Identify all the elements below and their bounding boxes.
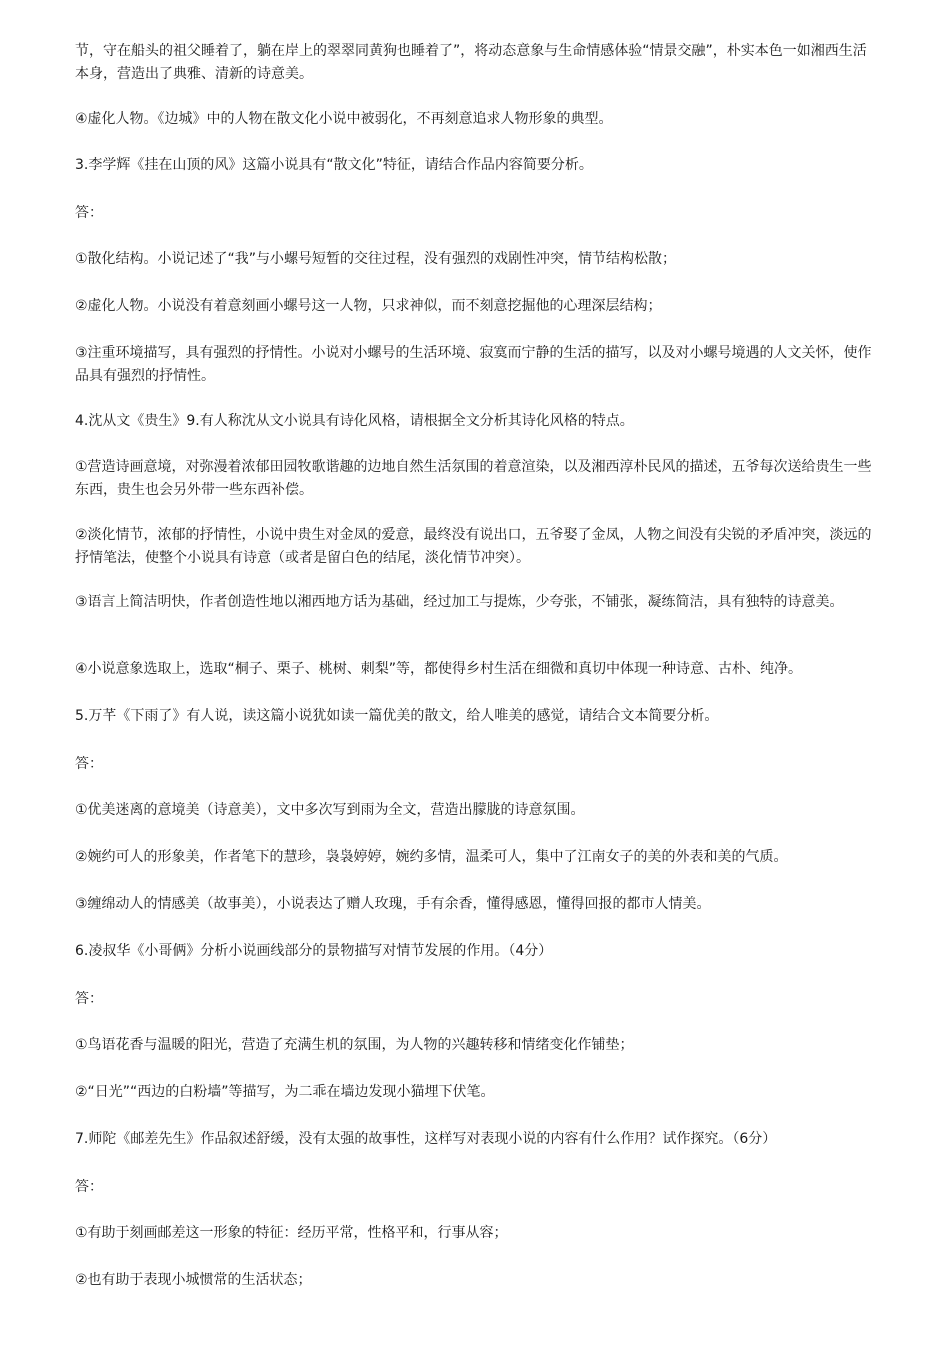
- paragraph-2: ④虚化人物。《边城》中的人物在散文化小说中被弱化，不再刻意追求人物形象的典型。: [75, 111, 613, 127]
- paragraph-24: ①有助于刻画邮差这一形象的特征：经历平常，性格平和，行事从容；: [75, 1225, 508, 1241]
- paragraph-11: ③语言上简洁明快，作者创造性地以湘西地方话为基础，经过加工与提炼，少夸张，不铺张，凝练简洁，具有独特的诗意美。: [75, 594, 844, 610]
- paragraph-16: ②婉约可人的形象美，作者笔下的慧珍，袅袅婷婷，婉约多情，温柔可人，集中了江南女子的美的外表和美的气质。: [75, 849, 788, 865]
- paragraph-7: ③注重环境描写，具有强烈的抒情性。小说对小螺号的生活环境、寂寞而宁静的生活的描写，以及对小螺号境遇的人文关怀，使作品具有强烈的抒情性。: [75, 345, 872, 384]
- paragraph-6: ②虚化人物。小说没有着意刻画小螺号这一人物，只求神似，而不刻意挖掘他的心理深层结构；: [75, 298, 662, 314]
- paragraph-17: ③缠绵动人的情感美（故事美），小说表达了赠人玫瑰，手有余香，懂得感恩，懂得回报的都市人情美。: [75, 896, 711, 912]
- paragraph-12: ④小说意象选取上，选取“桐子、栗子、桃树、刺梨”等，都使得乡村生活在细微和真切中体现一种诗意、古朴、纯净。: [75, 661, 803, 677]
- answer-label: 答：: [75, 205, 103, 221]
- question-5: 5.万芊《下雨了》有人说，读这篇小说犹如读一篇优美的散文，给人唯美的感觉，请结合文本简要分析。: [75, 708, 719, 724]
- paragraph-5: ①散化结构。小说记述了“我”与小螺号短暂的交往过程，没有强烈的戏剧性冲突，情节结构松散；: [75, 251, 677, 267]
- answer-label: 答：: [75, 991, 103, 1007]
- answer-label: 答：: [75, 756, 103, 772]
- paragraph-21: ②“日光”“西边的白粉墙”等描写，为二乖在墙边发现小猫埋下伏笔。: [75, 1084, 495, 1100]
- question-7: 7.师陀《邮差先生》作品叙述舒缓，没有太强的故事性，这样写对表现小说的内容有什么作用？试作探究。（6分）: [75, 1131, 777, 1147]
- paragraph-15: ①优美迷离的意境美（诗意美），文中多次写到雨为全文，营造出朦胧的诗意氛围。: [75, 802, 585, 818]
- paragraph-10: ②淡化情节，浓郁的抒情性，小说中贵生对金凤的爱意，最终没有说出口，五爷娶了金凤，人物之间没有尖锐的矛盾冲突，淡远的抒情笔法，使整个小说具有诗意（或者是留白色的结尾，淡化情节冲突）。: [75, 527, 872, 566]
- question-4: 4.沈从文《贵生》9.有人称沈从文小说具有诗化风格，请根据全文分析其诗化风格的特点。: [75, 413, 634, 429]
- answer-label: 答：: [75, 1179, 103, 1195]
- question-6: 6.凌叔华《小哥俩》分析小说画线部分的景物描写对情节发展的作用。（4分）: [75, 943, 553, 959]
- paragraph-25: ②也有助于表现小城惯常的生活状态；: [75, 1272, 312, 1288]
- question-3: 3.李学辉《挂在山顶的风》这篇小说具有“散文化”特征，请结合作品内容简要分析。: [75, 157, 593, 173]
- paragraph-9: ①营造诗画意境，对弥漫着浓郁田园牧歌谐趣的边地自然生活氛围的着意渲染，以及湘西淳朴民风的描述，五爷每次送给贵生一些东西，贵生也会另外带一些东西补偿。: [75, 459, 872, 498]
- paragraph-1: 节，守在船头的祖父睡着了，躺在岸上的翠翠同黄狗也睡着了”，将动态意象与生命情感体验“情景交融”，朴实本色一如湘西生活本身，营造出了典雅、清新的诗意美。: [75, 43, 867, 82]
- paragraph-20: ①鸟语花香与温暖的阳光，营造了充满生机的氛围，为人物的兴趣转移和情绪变化作铺垫；: [75, 1037, 634, 1053]
